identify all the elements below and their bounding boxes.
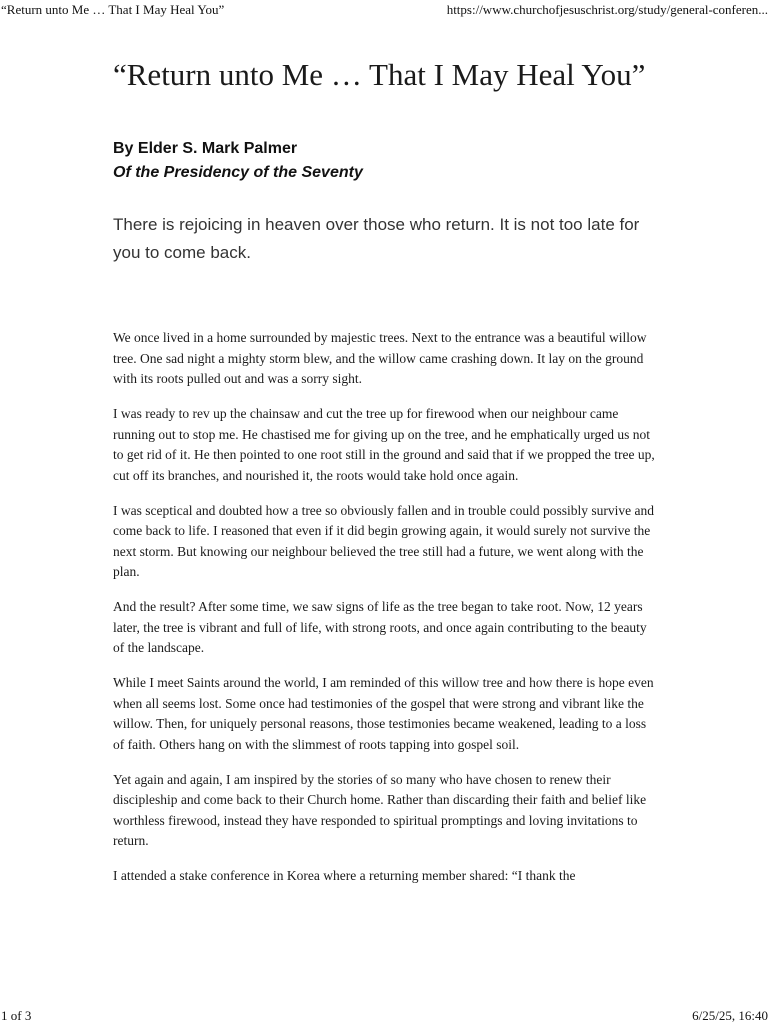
print-datetime: 6/25/25, 16:40: [692, 1008, 768, 1023]
article-body: [113, 328, 658, 887]
print-footer: [0, 1008, 768, 1024]
body-paragraph: I was ready to rev up the chainsaw and cut the tree up for firewood when our neighbour came running out to stop me. He chastised me for giving up on the tree, and he emphatically urged us not to get rid of it. He then pointed to one root still in the ground and said that if we propped the tree up, cut off its branches, and nourished it, the roots would take hold once again.: [113, 406, 655, 483]
print-header-title: “Return unto Me … That I May Heal You”: [1, 2, 225, 17]
article-title: “Return unto Me … That I May Heal You”: [113, 57, 646, 92]
body-paragraph: While I meet Saints around the world, I am reminded of this willow tree and how there is hope even when all seems lost. Some once had testimonies of the gospel that were strong and vibrant like the willow. Then, for uniquely personal reasons, those testimonies became weakened, leading to a loss of faith. Others hang on with the slimmest of roots tapping into gospel soil.: [113, 675, 654, 752]
author-calling: Of the Presidency of the Seventy: [113, 164, 363, 181]
print-header-url[interactable]: https://www.churchofjesuschrist.org/study/general-conferen...: [446, 2, 768, 17]
print-header: [0, 2, 768, 18]
body-paragraph: I attended a stake conference in Korea where a returning member shared: “I thank the: [113, 868, 576, 883]
body-paragraph: I was sceptical and doubted how a tree so obviously fallen and in trouble could possibly survive and come back to life. I reasoned that even if it did begin growing again, it would surely not survive the next storm. But knowing our neighbour believed the tree still had a future, we went along with the plan.: [113, 502, 655, 579]
body-paragraph: Yet again and again, I am inspired by the stories of so many who have chosen to renew their discipleship and come back to their Church home. Rather than discarding their faith and belief like worthless firewood, instead they have responded to spiritual promptings and loving invitations to return.: [113, 771, 647, 848]
page-number: 1 of 3: [1, 1008, 32, 1023]
article-author: By Elder S. Mark Palmer: [113, 140, 298, 157]
body-paragraph: We once lived in a home surrounded by majestic trees. Next to the entrance was a beautiful willow tree. One sad night a mighty storm blew, and the willow came crashing down. It lay on the ground with its roots pulled out and was a sorry sight.: [113, 330, 647, 386]
body-paragraph: And the result? After some time, we saw signs of life as the tree began to take root. Now, 12 years later, the tree is vibrant and full of life, with strong roots, and once again contributing to the beauty of the landscape.: [113, 599, 647, 655]
article: [113, 56, 658, 901]
article-kicker: There is rejoicing in heaven over those who return. It is not too late for you to come back.: [113, 215, 640, 262]
